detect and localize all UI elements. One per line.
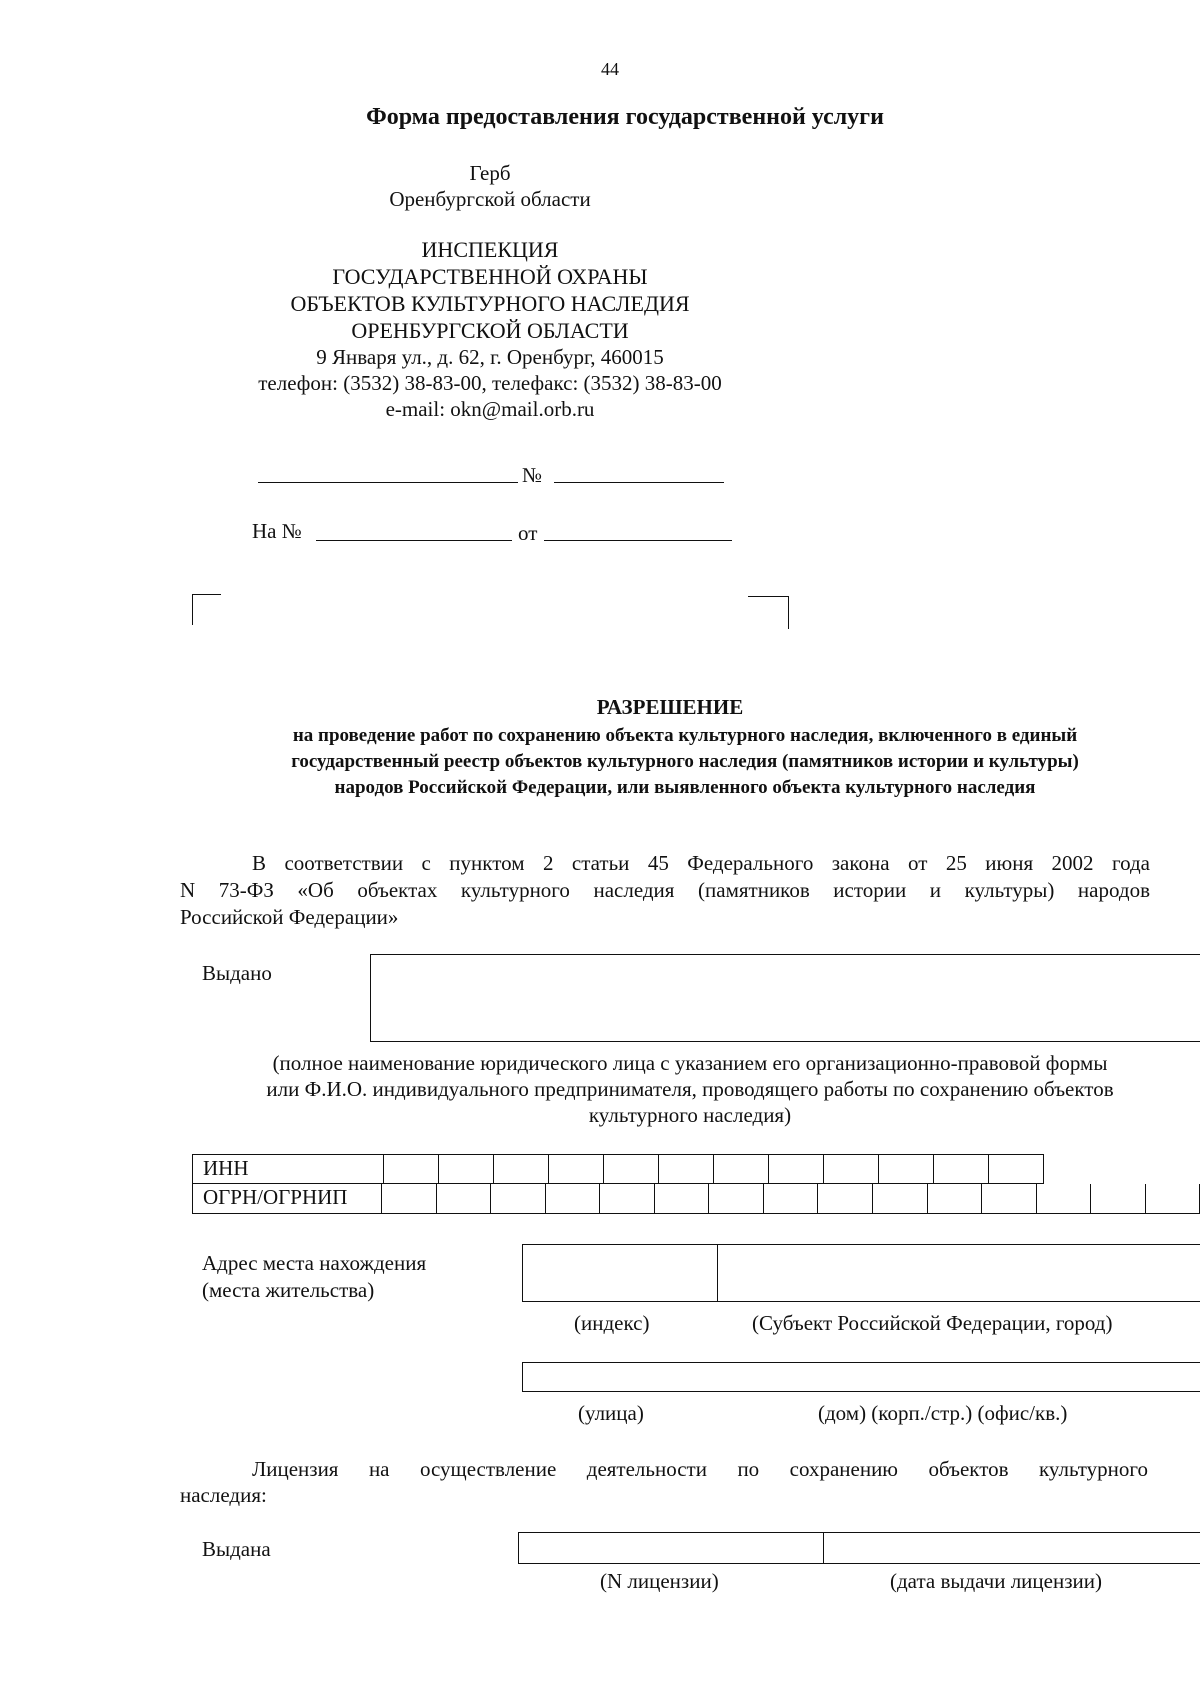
basis-line-2: N 73-ФЗ «Об объектах культурного наследия (памятников истории и культуры) народов	[180, 878, 1150, 902]
postal-index-field[interactable]	[522, 1244, 718, 1302]
license-number-field[interactable]	[518, 1532, 824, 1564]
addressee-bracket-left	[192, 594, 221, 625]
street-hint: (улица)	[578, 1401, 644, 1425]
number-sign: №	[522, 463, 543, 487]
license-date-field[interactable]	[822, 1532, 1200, 1564]
reply-to-label: На №	[252, 519, 302, 543]
license-intro-line-2: наследия:	[180, 1483, 267, 1507]
inn-digit-cell[interactable]	[604, 1154, 659, 1184]
license-intro-line-1: Лицензия на осуществление деятельности по сохранению объектов культурного	[252, 1457, 1148, 1481]
org-name-line-3: ОБЪЕКТОВ КУЛЬТУРНОГО НАСЛЕДИЯ	[290, 291, 690, 316]
org-name-line-4: ОРЕНБУРГСКОЙ ОБЛАСТИ	[351, 318, 629, 343]
reply-from-label: от	[518, 521, 538, 545]
org-phones: телефон: (3532) 38-83-00, телефакс: (3532) 38-83-00	[258, 371, 722, 395]
permit-subtitle-line-1: на проведение работ по сохранению объекта культурного наследия, включенного в единый	[292, 725, 1078, 746]
street-building-field[interactable]	[522, 1362, 1200, 1392]
license-number-hint: (N лицензии)	[600, 1569, 719, 1593]
inn-digit-cell[interactable]	[384, 1154, 439, 1184]
inn-digit-cell[interactable]	[549, 1154, 604, 1184]
address-label-line-1: Адрес места нахождения	[202, 1251, 427, 1275]
org-address: 9 Января ул., д. 62, г. Оренбург, 460015	[316, 345, 664, 369]
inn-digit-cell[interactable]	[824, 1154, 879, 1184]
ogrn-row	[192, 1184, 1200, 1214]
building-hint: (дом) (корп./стр.) (офис/кв.)	[818, 1401, 1068, 1425]
issued-to-label: Выдано	[202, 961, 272, 985]
reply-from-date-field[interactable]	[544, 540, 732, 541]
inn-label: ИНН	[192, 1154, 384, 1184]
issued-to-hint-line-3: культурного наследия)	[588, 1103, 792, 1127]
page-number: 44	[601, 59, 619, 79]
form-title: Форма предоставления государственной услуги	[366, 104, 884, 130]
inn-digit-cell[interactable]	[494, 1154, 549, 1184]
inn-digit-cell[interactable]	[659, 1154, 714, 1184]
region-city-field[interactable]	[716, 1244, 1200, 1302]
org-name-line-2: ГОСУДАРСТВЕННОЙ ОХРАНЫ	[332, 264, 648, 289]
reply-to-number-field[interactable]	[316, 540, 512, 541]
inn-digit-cell[interactable]	[439, 1154, 494, 1184]
org-email: e-mail: okn@mail.orb.ru	[385, 397, 595, 421]
ogrn-digit-cell[interactable]	[437, 1184, 492, 1214]
inn-row	[192, 1154, 1044, 1184]
coat-of-arms-label: Герб	[469, 161, 511, 185]
permit-subtitle-line-2: государственный реестр объектов культурного наследия (памятников истории и культуры)	[291, 751, 1079, 772]
ogrn-digit-cell[interactable]	[600, 1184, 655, 1214]
ogrn-digit-cell[interactable]	[655, 1184, 710, 1214]
org-name-line-1: ИНСПЕКЦИЯ	[421, 237, 559, 262]
outgoing-date-field[interactable]	[258, 482, 518, 483]
issued-to-field[interactable]	[370, 954, 1200, 1042]
ogrn-digit-cell[interactable]	[818, 1184, 873, 1214]
inn-digit-cell[interactable]	[934, 1154, 989, 1184]
ogrn-digit-cell[interactable]	[928, 1184, 983, 1214]
permit-subtitle-line-3: народов Российской Федерации, или выявленного объекта культурного наследия	[334, 777, 1036, 798]
ogrn-digit-cell[interactable]	[546, 1184, 601, 1214]
issued-to-hint-line-1: (полное наименование юридического лица с указанием его организационно-правовой формы	[272, 1051, 1108, 1075]
permit-title: РАЗРЕШЕНИЕ	[596, 695, 744, 719]
license-date-hint: (дата выдачи лицензии)	[890, 1569, 1102, 1593]
inn-digit-cell[interactable]	[989, 1154, 1044, 1184]
addressee-bracket-right	[748, 596, 789, 629]
inn-digit-cell[interactable]	[714, 1154, 769, 1184]
ogrn-digit-cell[interactable]	[764, 1184, 819, 1214]
region-city-hint: (Субъект Российской Федерации, город)	[752, 1311, 1113, 1335]
ogrn-digit-cell[interactable]	[873, 1184, 928, 1214]
ogrn-digit-cell[interactable]	[709, 1184, 764, 1214]
ogrn-digit-cell[interactable]	[1091, 1184, 1146, 1214]
ogrn-digit-cell[interactable]	[491, 1184, 546, 1214]
inn-digit-cell[interactable]	[769, 1154, 824, 1184]
ogrn-digit-cell[interactable]	[1146, 1184, 1200, 1214]
ogrn-label: ОГРН/ОГРНИП	[192, 1184, 382, 1214]
outgoing-number-field[interactable]	[554, 482, 724, 483]
ogrn-digit-cell[interactable]	[1037, 1184, 1092, 1214]
postal-index-hint: (индекс)	[574, 1311, 650, 1335]
inn-digit-cell[interactable]	[879, 1154, 934, 1184]
coat-of-arms-region: Оренбургской области	[389, 187, 591, 211]
license-issued-label: Выдана	[202, 1537, 271, 1561]
ogrn-digit-cell[interactable]	[982, 1184, 1037, 1214]
ogrn-digit-cell[interactable]	[382, 1184, 437, 1214]
issued-to-hint-line-2: или Ф.И.О. индивидуального предпринимателя, проводящего работы по сохранению объектов	[266, 1077, 1114, 1101]
basis-line-3: Российской Федерации»	[180, 905, 399, 929]
address-label-line-2: (места жительства)	[202, 1278, 375, 1302]
basis-line-1: В соответствии с пунктом 2 статьи 45 Федерального закона от 25 июня 2002 года	[252, 851, 1150, 875]
